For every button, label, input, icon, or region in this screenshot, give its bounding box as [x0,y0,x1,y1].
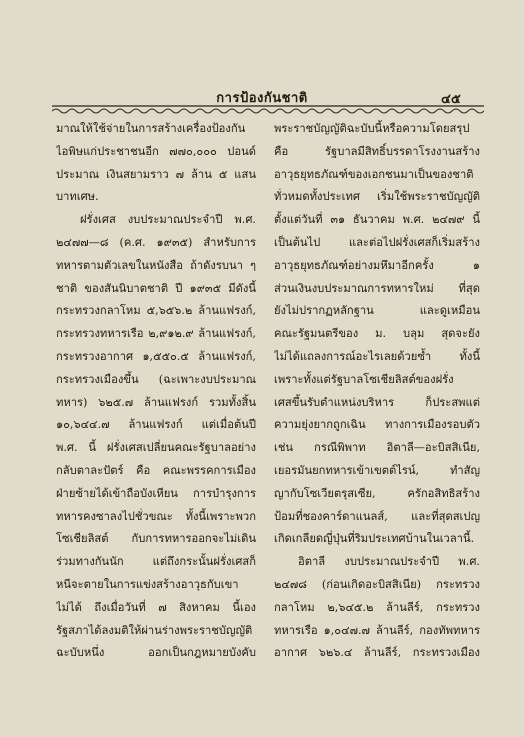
text-line: กระทรวงเมืองขึ้น (ฉะเพาะงบประมาณ [56,372,256,386]
text-line: คือ รัฐบาลมีสิทธิ์บรรดาโรงงานสร้าง [274,144,480,158]
text-line: ญากับโซเวียตรุสเซีย, ครักอสิทธิสร้าง [274,486,480,500]
text-line: ไม่ได้แถลงการณ์อะไรเลยด้วยซ้ำ ทั้งนี้ [274,349,480,363]
text-line: คณะรัฐมนตรีของ ม. บลุม สุดจะยัง [274,327,480,341]
text-line: อากาศ ๖๒๖.๔ ล้านลีร์, กระทรวงเมือง [274,646,480,660]
text-line: กระทรวงกลาโหม ๕,๖๕๖.๒ ล้านแฟรงก์, [56,304,256,318]
text-line: อิตาลี งบประมาณประจำปี พ.ศ. [298,555,480,569]
text-line: ทั่วหมดทั้งประเทศ เริ่มใช้พระราชบัญญัติ [274,190,480,204]
text-line: กระทรวงทหารเรือ ๒,๙๑๒.๙ ล้านแฟรงก์, [56,327,256,341]
text-line: ไม่ได้ ถึงเมื่อวันที่ ๗ สิงหาคม นี้เอง [56,600,256,614]
text-line: บาทเศษ. [56,190,99,204]
left-column [56,118,256,665]
text-line: ทหารตามตัวเลขในหนังสือ ถ้าดังรบนา ๆ [56,258,256,272]
text-line: ทหารคงซาลงไปชั่วขณะ ทั้งนี้เพราะพวก [56,509,256,523]
text-line: เช่น กรณีพิพาท อิตาลี—อะบิสสิเนีย, [274,441,480,455]
text-line: ความยุ่งยากถูกเฉิน ทางการเมืองรอบตัว [274,418,480,432]
text-line: รัฐสภาได้ลงมติให้ผ่านร่างพระราชบัญญัติ [56,623,253,637]
text-line: กระทรวงอากาศ ๑,๕๕๐.๕ ล้านแฟรงก์, [56,349,256,363]
text-line: เกิดเกลียดญี่ปุ่นที่ริมประเทศบ้านในเวลานี้. [274,532,475,546]
right-column [274,118,480,665]
text-line: พ.ศ. นี้ ฝรั่งเศสเปลี่ยนคณะรัฐบาลอย่าง [56,441,256,455]
running-title: การป้องกันชาติ [216,91,308,106]
text-line: ๒๔๗๗—๘ (ค.ศ. ๑๙๓๕) สำหรับการ [56,235,256,249]
text-line: ส่วนเงินงบประมาณการทหารใหม่ ที่สุด [274,281,480,295]
text-line: พระราชบัญญัติฉะบับนี้หรือความโดยสรุป [274,122,470,135]
text-line: ฉะบับหนึ่ง ออกเป็นกฎหมายบังคับ [56,646,256,660]
text-line: ๒๔๗๘ (ก่อนเกิดอะบิสสิเนีย) กระทรวง [274,577,480,591]
text-line: ไอพิษแก่ประชาชนอีก ๗๗๐,๐๐๐ ปอนด์ [56,144,256,158]
text-line: มาณให้ใช้จ่ายในการสร้างเครื่องป้องกัน [56,122,246,135]
text-line: ยังไม่ปรากฏหลักฐาน และดูเหมือน [274,304,480,318]
text-line: ประมาณ เงินสยามราว ๗ ล้าน ๕ แสน [56,167,256,181]
text-line: กลับตาละปัตร์ คือ คณะพรรคการเมือง [56,463,256,477]
text-line: ป้อมที่ชองคาร์ดาแนลส์, และที่สุดสเปญ [274,509,480,523]
text-line: โซเชียลิสต์ กับการทหารออกจะไม่เดิน [56,532,256,546]
text-line: เศสขึ้นรับตำแหน่งบริหาร ก็ประสพแต่ [274,395,480,409]
page-number: ๔๕ [441,92,461,107]
text-line: เป็นต้นไป และต่อไปฝรั่งเศสก็เริ่มสร้าง [274,235,480,249]
text-line: ทหาร) ๖๒๕.๗ ล้านแฟรงก์ รวมทั้งสิ้น [56,395,256,409]
text-line: ร่วมทางกันนัก แต่ถึงกระนั้นฝรั่งเศสก็ [56,555,256,569]
text-line: ๑๐,๖๔๔.๗ ล้านแฟรงก์ แต่เมื่อต้นปี [56,418,256,432]
text-line: อาวุธยุทธภัณฑ์ของเอกชนมาเป็นของชาติ [274,167,474,181]
text-line: หนีจะตายในการแข่งสร้างอาวุธกับเขา [56,577,239,591]
text-line: เยอรมันยกทหารเข้าเขตต์ไรน์, ทำสัญ [274,463,480,477]
text-line: กลาโหม ๒,๖๔๕.๒ ล้านลีร์, กระทรวง [274,600,480,614]
text-line: ฝ่ายซ้ายได้เข้าถือบังเหียน การบำรุงการ [56,486,256,500]
text-line: ฝรั่งเศส งบประมาณประจำปี พ.ศ. [80,213,256,227]
text-line: ตั้งแต่วันที่ ๓๑ ธันวาคม พ.ศ. ๒๔๗๙ นี้ [274,213,480,227]
text-line: ชาติ ของสันนิบาตชาติ ปี ๑๙๓๕ มีดังนี้ [56,281,256,295]
text-line: ทหารเรือ ๑,๐๔๗.๗ ล้านลีร์, กองทัพทหาร [274,623,480,637]
decorative-header-rule [52,104,484,114]
text-line: อาวุธยุทธภัณฑ์อย่างมหึมาอีกครั้ง ๑ [274,258,480,272]
text-line: เพราะทั้งแต่รัฐบาลโซเชียลิสต์ของฝรั่ง [274,372,454,386]
